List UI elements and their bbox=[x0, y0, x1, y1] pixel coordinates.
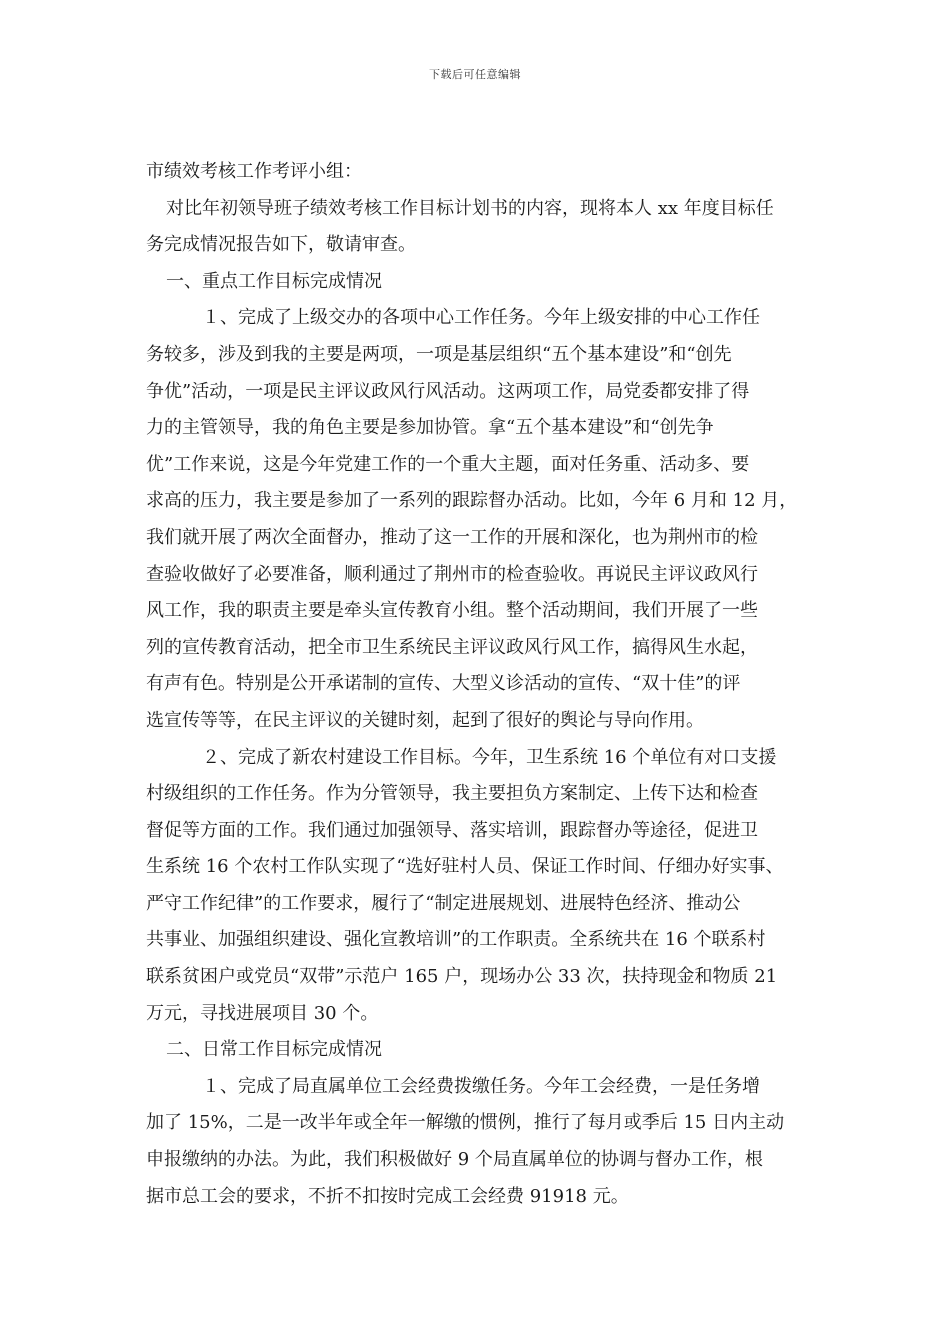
text-line: 万元，寻找进展项目 30 个。 bbox=[146, 1002, 379, 1024]
text-line: 力的主管领导，我的角色主要是参加协管。拿“五个基本建设”和“创先争 bbox=[146, 417, 714, 439]
text-line: 我们就开展了两次全面督办，推动了这一工作的开展和深化，也为荆州市的检 bbox=[146, 526, 758, 548]
text-line: 列的宣传教育活动，把全市卫生系统民主评议政风行风工作，搞得风生水起， bbox=[146, 636, 758, 658]
text-line: 督促等方面的工作。我们通过加强领导、落实培训，跟踪督办等途径，促进卫 bbox=[146, 819, 758, 841]
text-line: 优”工作来说，这是今年党建工作的一个重大主题，面对任务重、活动多、要 bbox=[146, 453, 750, 475]
text-line: 有声有色。特别是公开承诺制的宣传、大型义诊活动的宣传、“双十佳”的评 bbox=[146, 673, 741, 695]
text-line: 加了 15%，二是一改半年或全年一解缴的惯例，推行了每月或季后 15 日内主动 bbox=[146, 1112, 785, 1134]
text-line: 查验收做好了必要准备，顺利通过了荆州市的检查验收。再说民主评议政风行 bbox=[146, 563, 758, 585]
text-line: 村级组织的工作任务。作为分管领导，我主要担负方案制定、上传下达和检查 bbox=[146, 783, 758, 805]
text-line: 争优”活动，一项是民主评议政风行风活动。这两项工作，局党委都安排了得 bbox=[146, 380, 750, 402]
text-line: 共事业、加强组织建设、强化宣教培训”的工作职责。全系统共在 16 个联系村 bbox=[146, 929, 766, 951]
text-line: 二、日常工作目标完成情况 bbox=[166, 1039, 382, 1061]
text-line: 生系统 16 个农村工作队实现了“选好驻村人员、保证工作时间、仔细办好实事、 bbox=[146, 856, 784, 878]
text-line: 对比年初领导班子绩效考核工作目标计划书的内容，现将本人 xx 年度目标任 bbox=[166, 197, 774, 219]
text-line: 务较多，涉及到我的主要是两项，一项是基层组织“五个基本建设”和“创先 bbox=[146, 343, 732, 365]
text-line: 务完成情况报告如下，敬请审查。 bbox=[146, 234, 416, 256]
text-line: １、完成了上级交办的各项中心工作任务。今年上级安排的中心工作任 bbox=[202, 307, 760, 329]
page-header: 下载后可任意编辑 bbox=[429, 68, 521, 81]
text-line: ２、完成了新农村建设工作目标。今年，卫生系统 16 个单位有对口支援 bbox=[202, 746, 777, 768]
text-line: 一、重点工作目标完成情况 bbox=[166, 270, 382, 292]
text-line: 风工作，我的职责主要是牵头宣传教育小组。整个活动期间，我们开展了一些 bbox=[146, 600, 758, 622]
text-line: 选宣传等等，在民主评议的关键时刻，起到了很好的舆论与导向作用。 bbox=[146, 709, 704, 731]
text-line: １、完成了局直属单位工会经费拨缴任务。今年工会经费，一是任务增 bbox=[202, 1075, 760, 1097]
text-line: 据市总工会的要求，不折不扣按时完成工会经费 91918 元。 bbox=[146, 1185, 629, 1207]
text-line: 严守工作纪律”的工作要求，履行了“制定进展规划、进展特色经济、推动公 bbox=[146, 892, 741, 914]
document-body bbox=[146, 154, 816, 1215]
text-line: 市绩效考核工作考评小组： bbox=[146, 161, 362, 182]
text-line: 申报缴纳的办法。为此，我们积极做好 9 个局直属单位的协调与督办工作，根 bbox=[146, 1149, 763, 1171]
text-line: 求高的压力，我主要是参加了一系列的跟踪督办活动。比如，今年 6 月和 12 月， bbox=[146, 490, 798, 512]
text-line: 联系贫困户或党员“双带”示范户 165 户，现场办公 33 次，扶持现金和物质 21 bbox=[146, 966, 778, 988]
